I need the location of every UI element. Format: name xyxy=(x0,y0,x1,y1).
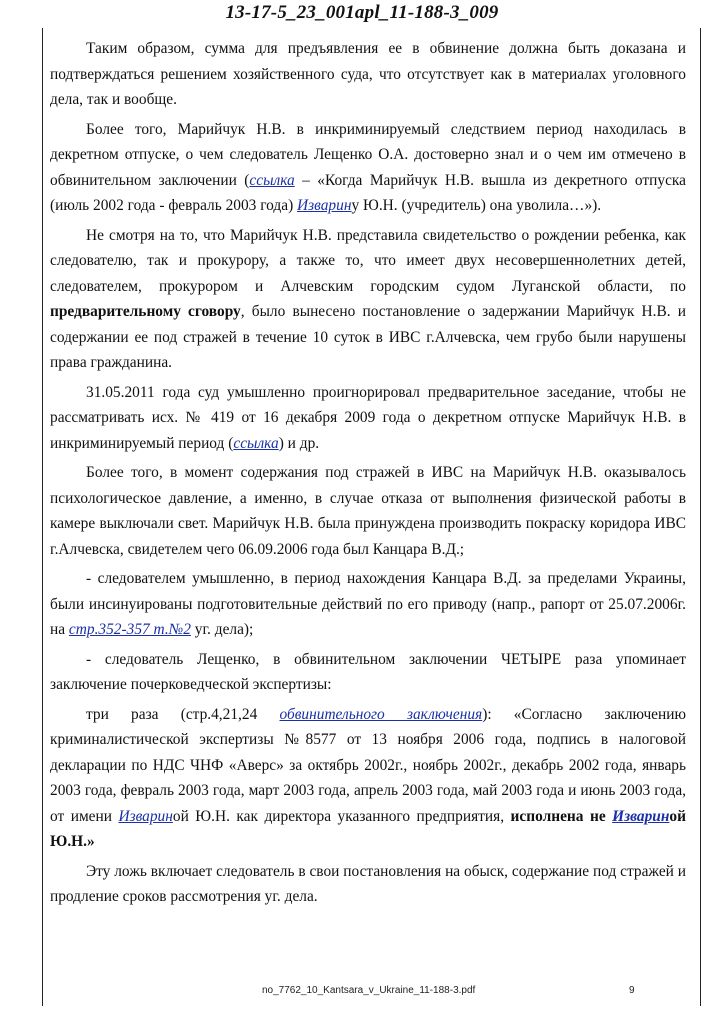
paragraph-9 xyxy=(50,859,686,910)
link-izvarin-1[interactable]: Изварин xyxy=(297,197,352,214)
left-margin-rule xyxy=(42,28,43,1006)
link-ssylka-2[interactable]: ссылка xyxy=(233,434,279,452)
bold-phrase: предварительному сговору xyxy=(50,303,241,320)
right-margin-rule xyxy=(700,28,701,1006)
link-case-pages[interactable]: стр.352-357 т.№2 xyxy=(68,621,191,638)
bold-phrase: ой Ю.Н.» xyxy=(50,807,686,850)
footer-page-number: 9 xyxy=(629,985,635,996)
paragraph-text: – «Когда Марийчук Н.В. вышла из декретного отпуска (июль 2002 года - февраль 2003 года) xyxy=(50,171,686,214)
paragraph-text: Таким образом, сумма для предъявления ее в обвинение должна быть доказана и подтверждаться решением хозяйственного суда, что отсутствует как в материалах уголовного дела, так и вообще. xyxy=(50,40,686,108)
link-izvarin-3[interactable]: Изварин xyxy=(612,807,670,825)
paragraph-text: - следователем умышленно, в период нахождения Канцара В.Д. за пределами Украины, были инсинуированы подготовительные действий по его приводу (напр., рапорт от 25.07.2006г. на xyxy=(50,570,686,638)
paragraph-7 xyxy=(50,647,686,698)
paragraph-text: ) и др. xyxy=(278,434,320,452)
paragraph-6 xyxy=(50,566,686,643)
paragraph-text: Эту ложь включает следователь в свои постановления на обыск, содержание под стражей и продление сроков рассмотрения уг. дела. xyxy=(50,862,686,905)
document-body xyxy=(50,36,686,914)
paragraph-text: у Ю.Н. (учредитель) она уволила…»). xyxy=(351,197,602,214)
document-header-title: 13-17-5_23_001apl_11-188-3_009 xyxy=(225,2,499,23)
paragraph-text: Более того, Марийчук Н.В. в инкриминируемый следствием период находилась в декретном отпуске, о чем следователь Лещенко О.А. достоверно знал и о чем им отмечено в обвинительном заключении ( xyxy=(50,120,686,189)
paragraph-8 xyxy=(50,702,686,855)
link-ssylka-1[interactable]: ссылка xyxy=(249,171,295,189)
paragraph-text: 31.05.2011 года суд умышленно проигнорировал предварительное заседание, чтобы не рассматривать исх. № 419 от 16 декабря 2009 года о декретном отпуске Марийчук Н.В. в инкриминируемый период ( xyxy=(50,383,686,452)
paragraph-5 xyxy=(50,460,686,562)
footer-filename: no_7762_10_Kantsara_v_Ukraine_11-188-3.pdf xyxy=(262,985,476,996)
paragraph-text: уг. дела); xyxy=(190,621,254,638)
paragraph-3 xyxy=(50,223,686,376)
bold-phrase: исполнена не xyxy=(510,807,613,825)
paragraph-2 xyxy=(50,117,686,219)
paragraph-text: Не смотря на то, что Марийчук Н.В. представила свидетельство о рождении ребенка, как следователю, так и прокурору, а также то, что имеет двух несовершеннолетних детей, следователем, прокурором и Алчевским городским судом Луганской области, по xyxy=(50,226,686,295)
paragraph-4 xyxy=(50,380,686,457)
paragraph-text: , было вынесено постановление о задержании Марийчук Н.В. и содержании ее под стражей в течение 10 суток в ИВС г.Алчевска, чем грубо были нарушены права гражданина. xyxy=(50,303,687,371)
paragraph-1 xyxy=(50,36,686,113)
paragraph-text: ой Ю.Н. как директора указанного предприятия, xyxy=(172,807,511,825)
paragraph-text: Более того, в момент содержания под стражей в ИВС на Марийчук Н.В. оказывалось психологическое давление, а именно, в случае отказа от выполнения физической работы в камере выключали свет. Марийчук Н.В. была принуждена производить покраску коридора ИВС г.Алчевска, свидетелем чего 06.09.2006 года был Канцара В.Д.; xyxy=(50,464,686,558)
link-izvarin-2[interactable]: Изварин xyxy=(118,807,173,825)
link-indictment[interactable]: обвинительного заключения xyxy=(279,705,483,723)
paragraph-text: - следователь Лещенко, в обвинительном заключении ЧЕТЫРЕ раза упоминает заключение почерковедческой экспертизы: xyxy=(50,650,686,693)
paragraph-text: три раза (стр.4,21,24 xyxy=(86,705,280,723)
paragraph-text: ): «Согласно заключению криминалистической экспертизы №8577 от 13 ноября 2006 года, подпись в налоговой декларации по НДС ЧНФ «Аверс» за октябрь 2002г., ноябрь 2002г., декабрь 2002 года, январь 2003 года, февраль 2003 года, март 2003 года, апрель 2003 года, май 2003 года и июнь 2003 года, от имени xyxy=(50,705,686,825)
